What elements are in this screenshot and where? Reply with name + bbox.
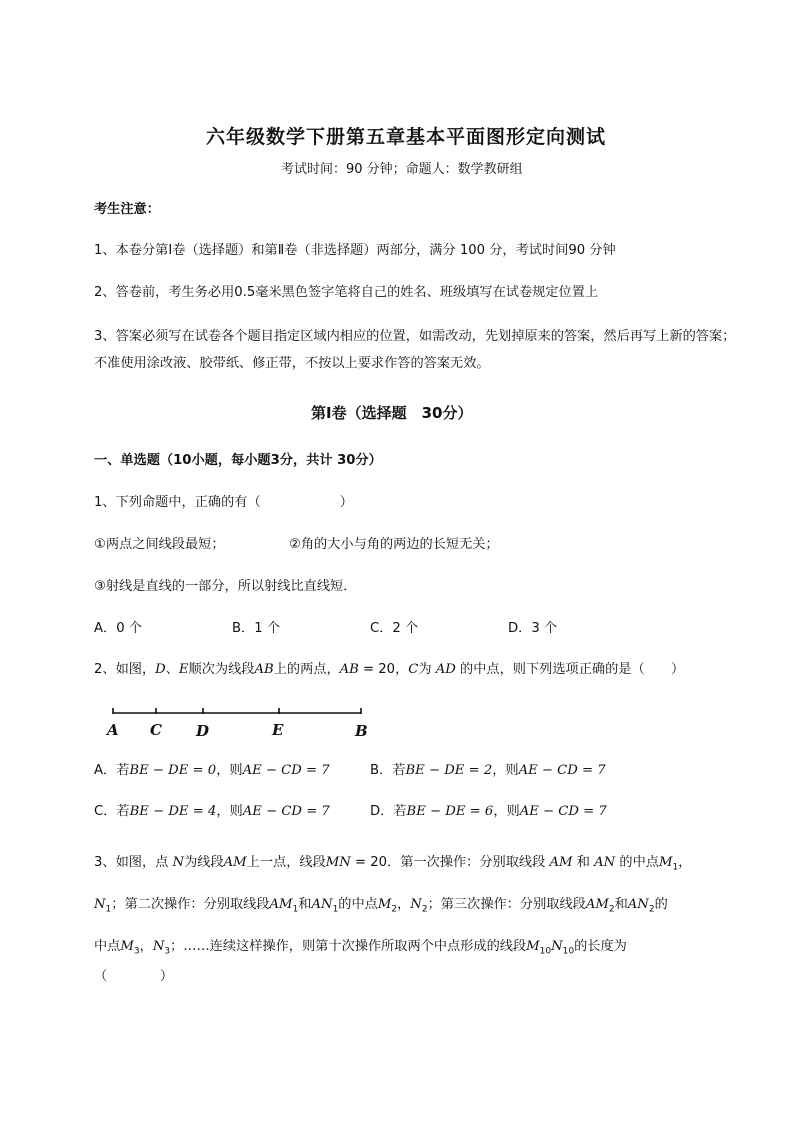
part-heading: 一、单选题（10小题，每小题3分，共计 30分） bbox=[94, 453, 382, 468]
point-label-a: A bbox=[107, 721, 119, 739]
segment-diagram bbox=[100, 700, 390, 750]
notice-item-3: 3、答案必须写在试卷各个题目指定区域内相应的位置，如需改动，先划掉原来的答案，然后再写上新的答案；不准使用涂改液、胶带纸、修正带，不按以上要求作答的答案无效。 bbox=[94, 329, 736, 371]
q1-option-c: C．2 个 bbox=[370, 621, 419, 636]
q2-option-b: B．若BE − DE = 2，则AE − CD = 7 bbox=[370, 763, 606, 778]
point-label-d: D bbox=[196, 722, 210, 740]
q2-option-a: A．若BE − DE = 0，则AE − CD = 7 bbox=[94, 763, 330, 778]
point-label-e: E bbox=[272, 721, 284, 739]
q1-option-a: A．0 个 bbox=[94, 621, 142, 636]
q1-statement-1: ①两点之间线段最短； bbox=[94, 537, 225, 552]
q1-option-b: B．1 个 bbox=[232, 621, 281, 636]
q2-stem: 2、如图，D、E顺次为线段AB上的两点，AB = 20，C为 AD 的中点，则下列选项正确的是（ ） bbox=[94, 662, 685, 677]
q1-statement-2: ②角的大小与角的两边的长短无关； bbox=[289, 537, 499, 552]
q3-line-2: $N_1$；第二次操作：分别取线段$AM_1$和$AN_1$的中点$M_2$，$N_2$；第三次操作：分别取线段$AM_2$和$AN_2$的 bbox=[94, 897, 668, 915]
q1-stem: 1、下列命题中，正确的有（ ） bbox=[94, 495, 353, 510]
q3-line-3: 中点$M_3$，$N_3$；……连续这样操作，则第十次操作所取两个中点形成的线段$M_{10}N_{10}$的长度为 bbox=[94, 939, 627, 957]
q3-answer-bracket: （ ） bbox=[94, 969, 174, 984]
q2-option-d: D．若BE − DE = 6，则AE − CD = 7 bbox=[370, 804, 607, 819]
page-title: 六年级数学下册第五章基本平面图形定向测试 bbox=[206, 126, 607, 148]
q3-line-1: 3、如图，点 N为线段AM上一点，线段MN = 20．第一次操作：分别取线段 AM 和 AN 的中点$M_1$， bbox=[94, 855, 692, 873]
notice-item-1: 1、本卷分第Ⅰ卷（选择题）和第Ⅱ卷（非选择题）两部分，满分 100 分，考试时间90 分钟 bbox=[94, 243, 616, 258]
notice-heading: 考生注意： bbox=[94, 202, 160, 217]
exam-meta: 考试时间：90 分钟；命题人：数学教研组 bbox=[281, 162, 523, 177]
point-label-b: B bbox=[355, 722, 368, 740]
q1-statement-3: ③射线是直线的一部分，所以射线比直线短． bbox=[94, 579, 357, 594]
q2-option-c: C．若BE − DE = 4，则AE − CD = 7 bbox=[94, 804, 330, 819]
section-heading: 第Ⅰ卷（选择题 30分） bbox=[311, 404, 473, 422]
q1-option-d: D．3 个 bbox=[508, 621, 558, 636]
point-label-c: C bbox=[150, 721, 162, 739]
notice-item-2: 2、答卷前，考生务必用0.5毫米黑色签字笔将自己的姓名、班级填写在试卷规定位置上 bbox=[94, 285, 599, 300]
